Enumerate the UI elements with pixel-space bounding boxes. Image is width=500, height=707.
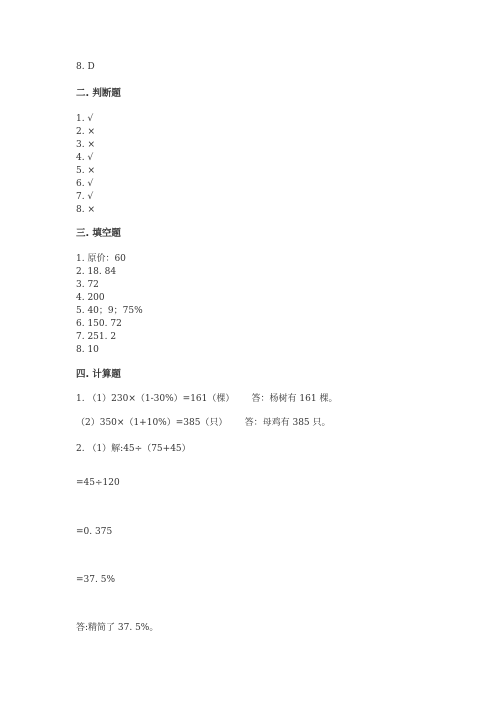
choice-answer-8: 8. D [76,62,95,72]
calc-q2-line1: 2. （1）解:45÷（75+45） [76,444,191,454]
calc-q2-line2: =45÷120 [76,478,120,488]
judge-answer-7: 7. √ [76,192,94,202]
fill-answer-2: 2. 18. 84 [76,267,117,277]
section-calc-title: 四. 计算题 [76,369,121,380]
calc-q2-line4: =37. 5% [76,575,115,585]
judge-answer-8: 8. × [76,205,95,215]
judge-answer-2: 2. × [76,127,95,137]
calc-q2-line3: =0. 375 [76,527,113,537]
fill-answer-1: 1. 原价：60 [76,254,126,264]
fill-answer-8: 8. 10 [76,345,99,355]
judge-answer-5: 5. × [76,166,95,176]
fill-answer-7: 7. 251. 2 [76,332,117,342]
judge-answer-4: 4. √ [76,153,94,163]
calc-q1-part1: 1. （1）230×（1-30%）=161（棵） 答：杨树有 161 棵。 [76,394,338,404]
judge-answer-1: 1. √ [76,114,94,124]
fill-answer-3: 3. 72 [76,280,99,290]
judge-answer-3: 3. × [76,140,95,150]
fill-answer-5: 5. 40；9；75% [76,306,143,316]
section-judge-title: 二. 判断题 [76,88,121,99]
section-fill-title: 三. 填空题 [76,228,121,239]
fill-answer-4: 4. 200 [76,293,105,303]
fill-answer-6: 6. 150. 72 [76,319,122,329]
calc-q2-answer: 答:精简了 37. 5%。 [76,623,159,633]
calc-q1-part2: （2）350×（1+10%）=385（只） 答：母鸡有 385 只。 [76,418,331,428]
judge-answer-6: 6. √ [76,179,94,189]
